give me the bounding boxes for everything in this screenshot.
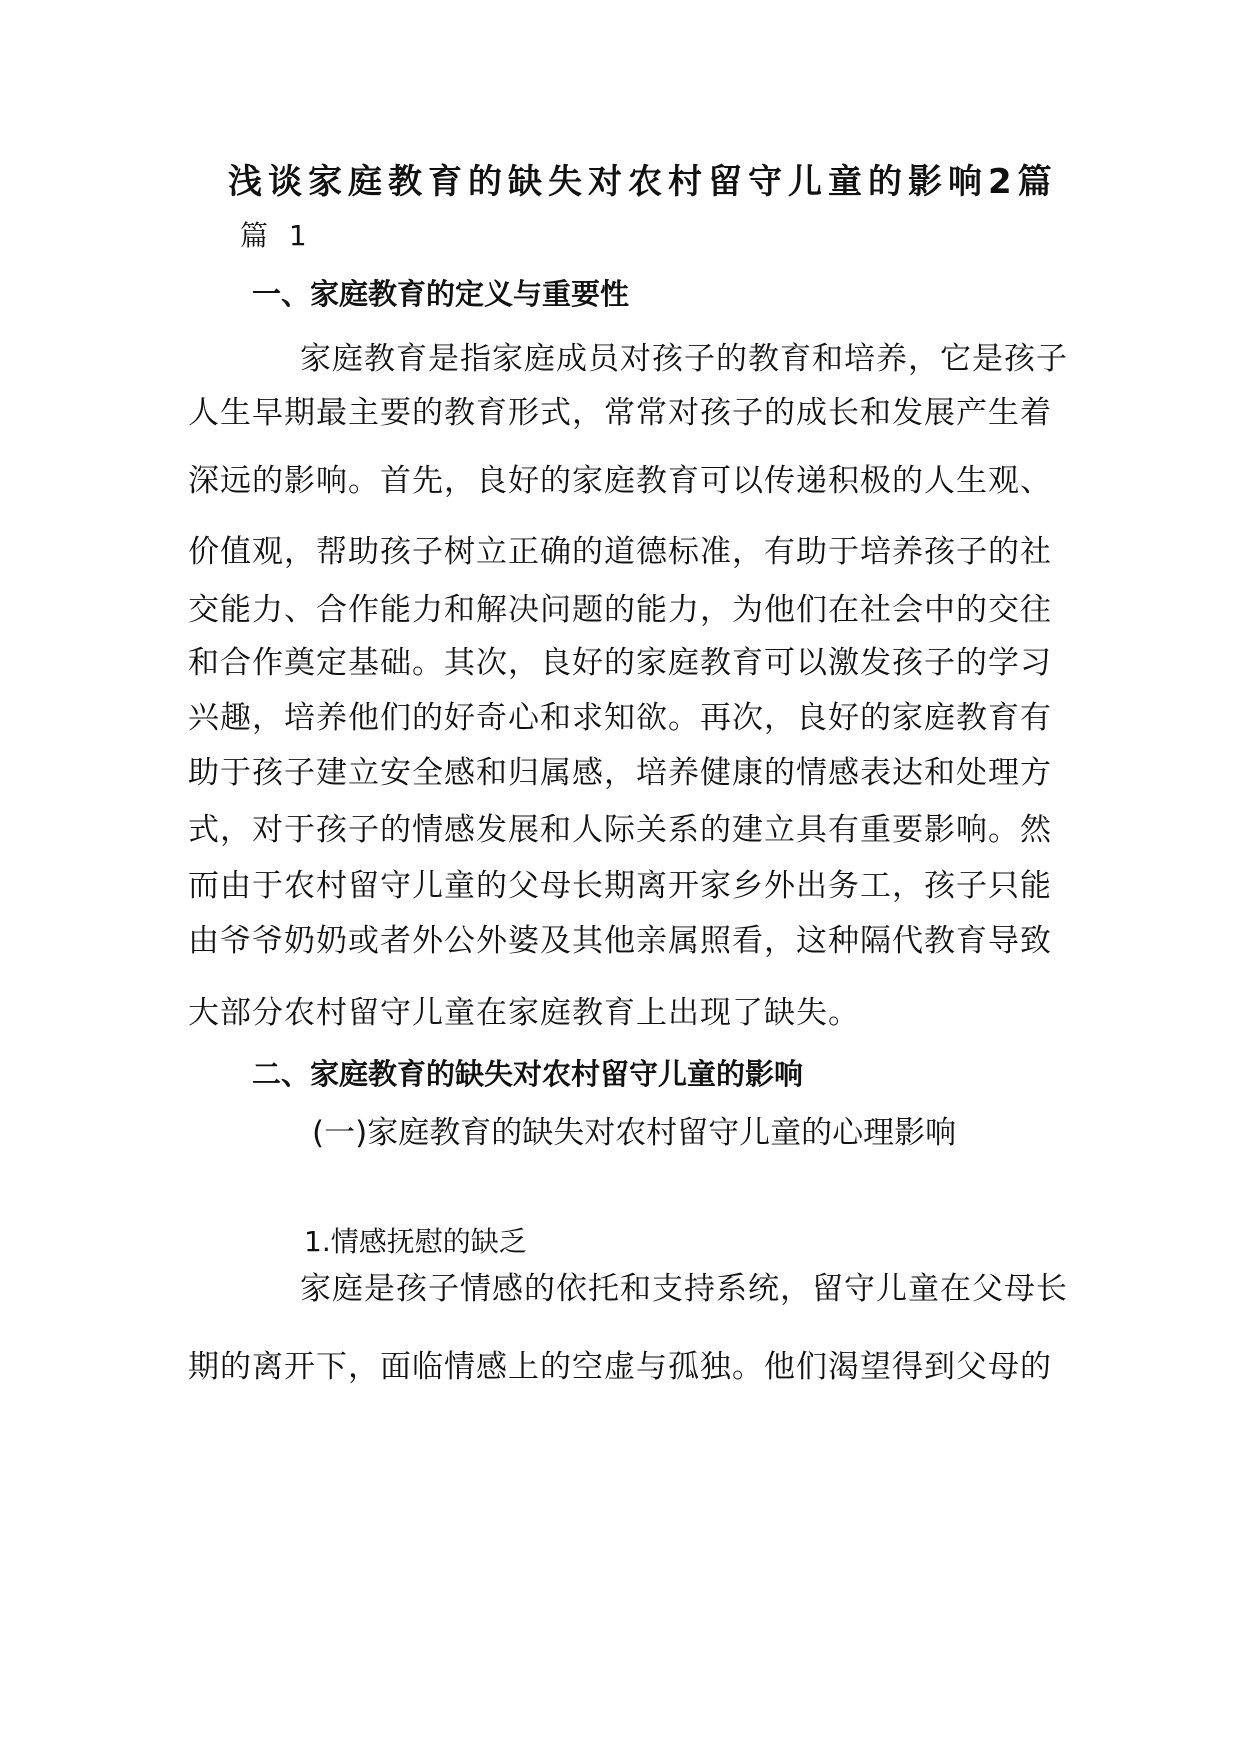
paragraph-line: 价值观，帮助孩子树立正确的道德标准，有助于培养孩子的社 [188,534,1052,570]
paragraph-line: 家庭是孩子情感的依托和支持系统，留守儿童在父母长 [300,1271,1068,1307]
paragraph-line: 交能力、合作能力和解决问题的能力，为他们在社会中的交往 [188,592,1052,628]
paragraph-line: 和合作奠定基础。其次，良好的家庭教育可以激发孩子的学习 [188,645,1052,681]
paragraph-line: 期的离开下，面临情感上的空虚与孤独。他们渴望得到父母的 [188,1349,1052,1385]
paragraph-line: 家庭教育是指家庭成员对孩子的教育和培养，它是孩子 [300,341,1068,377]
paragraph-line: 大部分农村留守儿童在家庭教育上出现了缺失。 [188,995,860,1031]
paragraph-line: 助于孩子建立安全感和归属感，培养健康的情感表达和处理方 [188,755,1052,791]
paragraph-line: 而由于农村留守儿童的父母长期离开家乡外出务工，孩子只能 [188,868,1052,904]
paragraph-line: 由爷爷奶奶或者外公外婆及其他亲属照看，这种隔代教育导致 [188,923,1052,959]
numbered-item-heading: 1.情感抚慰的缺乏 [304,1225,527,1258]
piece-label: 篇 1 [240,219,313,252]
paragraph-line: 式，对于孩子的情感发展和人际关系的建立具有重要影响。然 [188,812,1052,848]
paragraph-line: 深远的影响。首先，良好的家庭教育可以传递积极的人生观、 [188,463,1052,499]
section-heading: 二、家庭教育的缺失对农村留守儿童的影响 [252,1057,804,1091]
paragraph-line: 兴趣，培养他们的好奇心和求知欲。再次，良好的家庭教育有 [188,700,1052,736]
document-title: 浅谈家庭教育的缺失对农村留守儿童的影响2篇 [228,162,1058,202]
section-heading: 一、家庭教育的定义与重要性 [252,277,630,311]
paragraph-line: 人生早期最主要的教育形式，常常对孩子的成长和发展产生着 [188,395,1052,431]
subsection-heading: (一)家庭教育的缺失对农村留守儿童的心理影响 [312,1115,957,1151]
